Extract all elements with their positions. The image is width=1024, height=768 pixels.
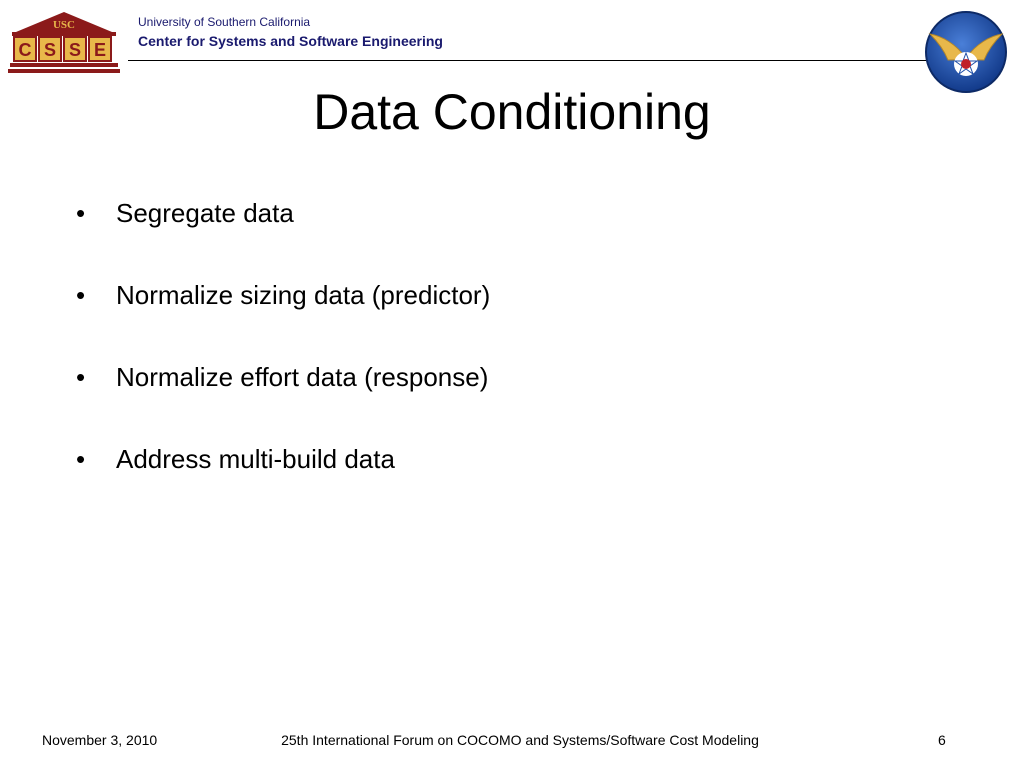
logo-letter-s1: S bbox=[43, 40, 57, 60]
header-text bbox=[138, 14, 443, 52]
logo-letter-c: C bbox=[18, 40, 32, 60]
bullet-text: Address multi-build data bbox=[116, 444, 395, 474]
bullet-text: Normalize effort data (response) bbox=[116, 362, 489, 392]
bullet-dot: • bbox=[76, 362, 86, 392]
bullet-text: Normalize sizing data (predictor) bbox=[116, 280, 491, 310]
logo-letter-s2: S bbox=[68, 40, 82, 60]
logo-usc-text: USC bbox=[52, 19, 76, 31]
center-name: Center for Systems and Software Engineering bbox=[138, 33, 443, 49]
footer-event-name: 25th International Forum on COCOMO and Systems/Software Cost Modeling bbox=[281, 732, 759, 748]
usc-csse-logo bbox=[8, 10, 120, 74]
bullet-dot: • bbox=[76, 444, 86, 474]
bullet-item bbox=[72, 192, 490, 234]
bullet-dot: • bbox=[76, 198, 86, 228]
bullet-item bbox=[72, 438, 490, 480]
bullet-item bbox=[72, 274, 490, 316]
university-name: University of Southern California bbox=[138, 15, 311, 29]
header-divider bbox=[128, 60, 928, 61]
bullet-list bbox=[72, 192, 490, 520]
bullet-item bbox=[72, 356, 490, 398]
slide-title: Data Conditioning bbox=[313, 84, 711, 140]
bullet-text: Segregate data bbox=[116, 198, 294, 228]
footer-page-number: 6 bbox=[938, 732, 946, 748]
logo-letter-e: E bbox=[93, 40, 107, 60]
bullet-dot: • bbox=[76, 280, 86, 310]
footer-date: November 3, 2010 bbox=[42, 732, 158, 748]
